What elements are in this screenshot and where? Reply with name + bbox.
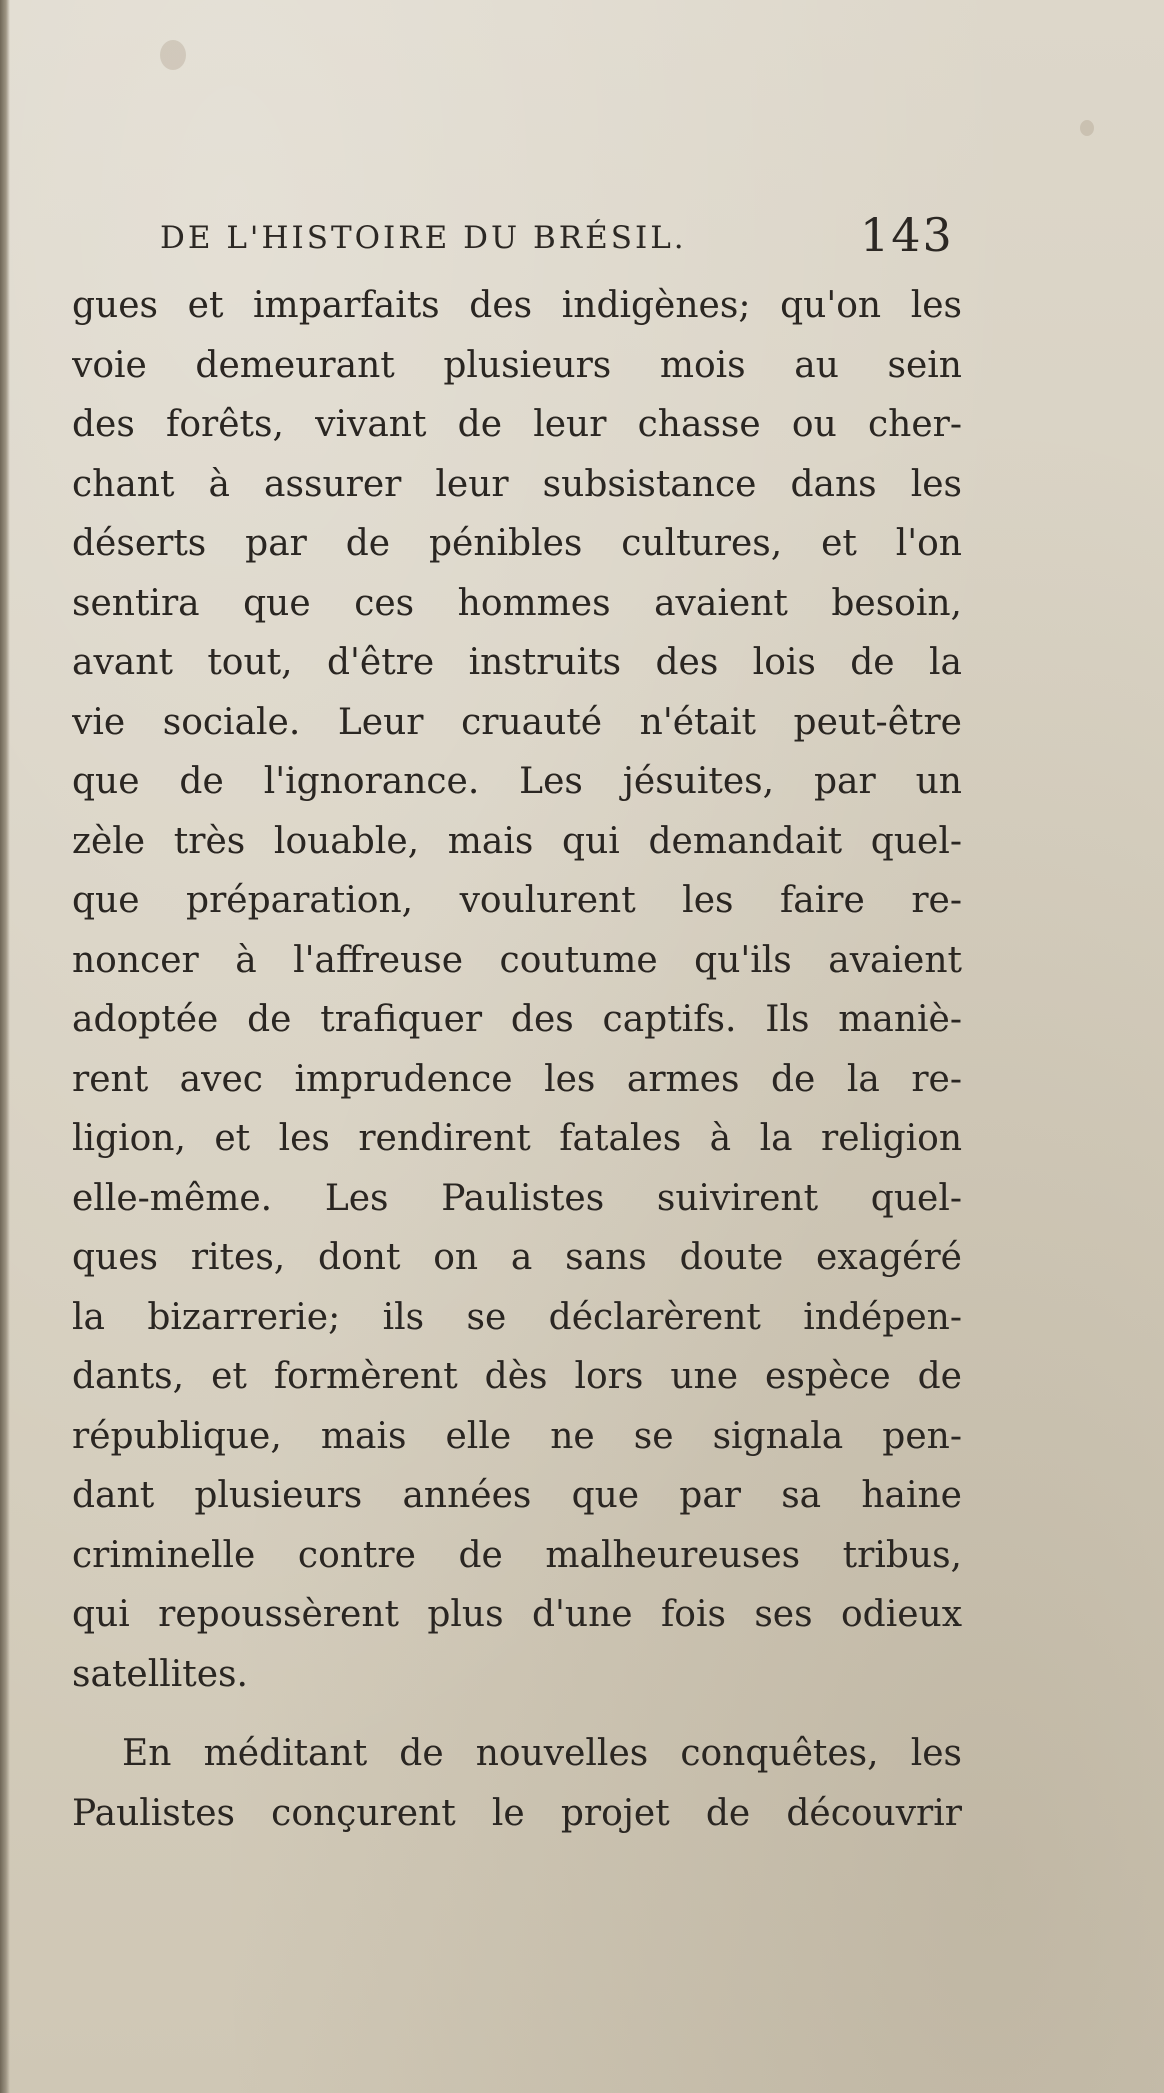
- text-line: sentira que ces hommes avaient besoin,: [72, 582, 962, 624]
- text-line: la bizarrerie; ils se déclarèrent indépen-: [72, 1296, 962, 1338]
- running-header: [160, 208, 960, 268]
- page-number: 143: [860, 208, 954, 262]
- text-line: que préparation, voulurent les faire re-: [72, 880, 962, 921]
- text-line: chant à assurer leur subsistance dans les: [72, 463, 962, 505]
- paper-stain: [160, 40, 186, 70]
- text-line: vie sociale. Leur cruauté n'était peut-être: [72, 701, 962, 743]
- text-line: des forêts, vivant de leur chasse ou cher-: [72, 404, 962, 445]
- text-line: adoptée de trafiquer des captifs. Ils maniè-: [72, 999, 962, 1040]
- text-line: déserts par de pénibles cultures, et l'on: [72, 523, 962, 564]
- text-line: avant tout, d'être instruits des lois de la: [72, 642, 962, 683]
- body-text: [72, 276, 962, 1843]
- text-line: voie demeurant plusieurs mois au sein: [72, 344, 962, 386]
- text-line: dant plusieurs années que par sa haine: [72, 1475, 962, 1516]
- text-line: elle-même. Les Paulistes suivirent quel-: [72, 1177, 962, 1219]
- text-line: république, mais elle ne se signala pen-: [72, 1415, 962, 1457]
- text-line: zèle très louable, mais qui demandait quel-: [72, 820, 962, 862]
- paragraph-1: [72, 276, 962, 1704]
- text-line: En méditant de nouvelles conquêtes, les: [122, 1733, 962, 1774]
- text-line: que de l'ignorance. Les jésuites, par un: [72, 761, 962, 802]
- text-line: qui repoussèrent plus d'une fois ses odieux: [72, 1594, 962, 1635]
- paper-stain: [1080, 120, 1094, 136]
- text-line: gues et imparfaits des indigènes; qu'on les: [72, 285, 962, 326]
- text-line: Paulistes conçurent le projet de découvrir: [72, 1792, 962, 1834]
- text-line: ligion, et les rendirent fatales à la religion: [72, 1118, 962, 1159]
- paragraph-2: [72, 1724, 962, 1843]
- text-line: noncer à l'affreuse coutume qu'ils avaient: [72, 939, 962, 981]
- text-line: rent avec imprudence les armes de la re-: [72, 1058, 962, 1100]
- text-line: satellites.: [72, 1653, 248, 1695]
- text-line: criminelle contre de malheureuses tribus,: [72, 1534, 962, 1576]
- text-line: dants, et formèrent dès lors une espèce de: [72, 1356, 962, 1397]
- page-edge-shadow: [0, 0, 10, 2093]
- running-title: DE L'HISTOIRE DU BRÉSIL.: [160, 220, 687, 256]
- text-line: ques rites, dont on a sans doute exagéré: [72, 1237, 962, 1278]
